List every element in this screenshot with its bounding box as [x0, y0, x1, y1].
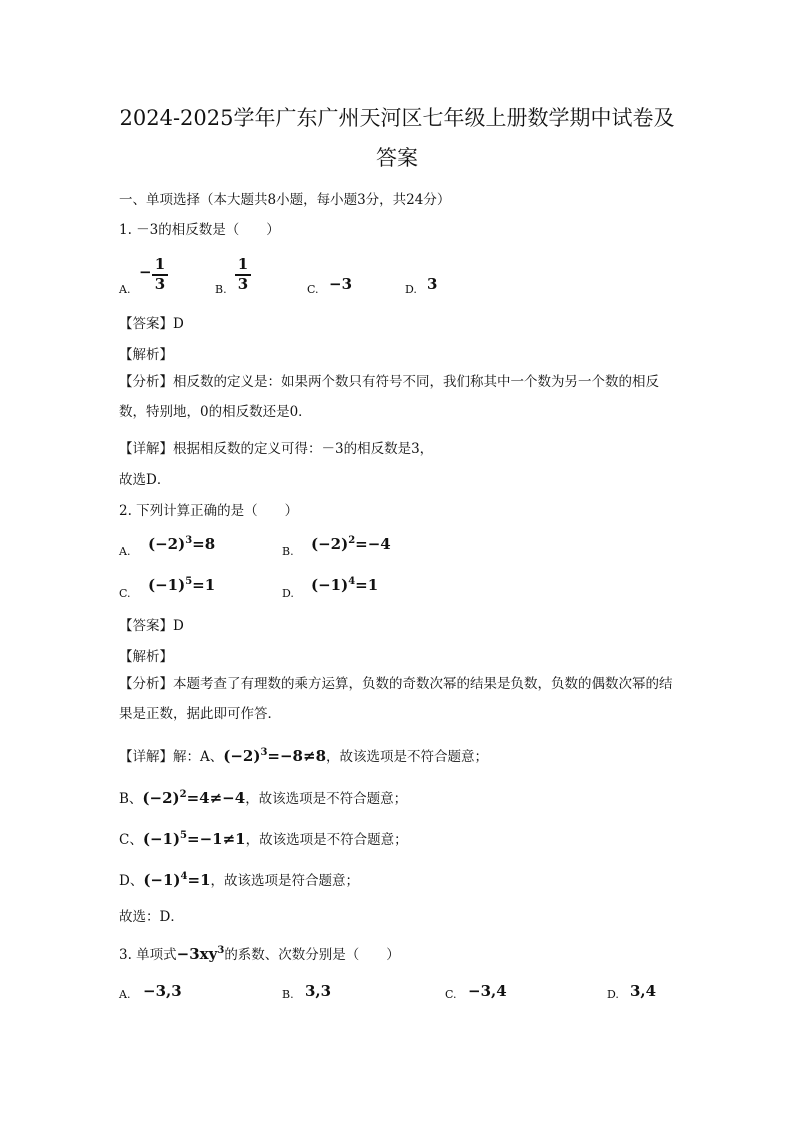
q1-option-c-label: C.	[307, 283, 319, 296]
q1-answer: 【答案】D	[119, 316, 184, 332]
q2-analysis-heading: 【解析】	[119, 649, 173, 665]
q3-option-b-value: 3,3	[305, 982, 332, 1000]
q1-option-c-value: −3	[329, 275, 353, 293]
question-2-stem: 2. 下列计算正确的是（ ）	[119, 503, 299, 519]
q3-option-c-value: −3,4	[468, 982, 507, 1000]
q3-option-d-label: D.	[607, 988, 619, 1001]
q2-detail-b: B、$(-2)^2=4\ne-4$，故该选项是不符合题意；	[119, 789, 408, 807]
q2-option-c-value: $(-1)^5=1$	[148, 576, 216, 594]
q2-option-c-label: C.	[119, 587, 131, 600]
q2-option-a-label: A.	[119, 545, 131, 558]
question-1-stem: 1. －3的相反数是（ ）	[119, 222, 280, 238]
q2-answer: 【答案】D	[119, 618, 184, 634]
page-title: 2024-2025学年广东广州天河区七年级上册数学期中试卷及	[119, 106, 675, 130]
page-title-continued: 答案	[376, 146, 418, 170]
q1-option-d-label: D.	[405, 283, 417, 296]
q1-option-b-label: B.	[215, 283, 227, 296]
q1-analysis-heading: 【解析】	[119, 347, 173, 363]
q2-option-d-value: $(-1)^4=1$	[311, 576, 379, 594]
q2-option-b-value: $(-2)^2=-4$	[311, 535, 391, 553]
q1-option-a-label: A.	[119, 283, 131, 296]
q1-detail: 【详解】根据相反数的定义可得：－3的相反数是3，	[119, 441, 434, 457]
question-3-stem: 3. 单项式$-3xy^3$的系数、次数分别是（ ）	[119, 945, 400, 963]
q2-option-d-label: D.	[282, 587, 294, 600]
q2-choice: 故选：D．	[119, 909, 184, 925]
q3-option-b-label: B.	[282, 988, 294, 1001]
q2-detail-a: 【详解】解：A、$(-2)^3=-8\ne 8$，故该选项是不符合题意；	[119, 747, 489, 765]
q2-analysis: 【分析】本题考查了有理数的乘方运算，负数的奇数次幂的结果是负数，负数的偶数次幂的结果是正数，据此即可作答．	[119, 676, 673, 722]
exam-page: 2024-2025学年广东广州天河区七年级上册数学期中试卷及 答案 一、单项选择（本大题共8小题，每小题3分，共24分） 1. －3的相反数是（ ） A. − 1 3 B. 1 3 C. −3 D. 3 【答案】D 【解析】 【分析】相反数的定义是：如果两个数只有符号不同，我们称其中一个数为另一个数的相反数，特别地，0的相反数还是0． 【详解】根据相反数的定义可得：－3的相反数是3， 故选D． 2. 下列计算正确的是（ ） A. $(-2)^3=8$ B. $(-2)^2=-4$ C. $(-1)^5=1$ D. $(-1)^4=1$ 【答案】D 【解析】 【分析】本题考查了有理数的乘方运算，负数的奇数次幂的结果是负数，负数的偶数次幂的结果是正数，据此即可作答． 【详解】解：A、$(-2)^3=-8\ne 8$，故该选项是不符合题意； B、$(-2)^2=4\ne-4$，故该选项是不符合题意； C、$(-1)^5=-1\ne 1$，故该选项是不符合题意； D、$(-1)^4=1$，故该选项是符合题意； 故选：D． 3. 单项式$-3xy^3$的系数、次数分别是（ ） A. −3,3 B. 3,3 C. −3,4 D. 3,4	[0, 0, 794, 1123]
q3-option-d-value: 3,4	[630, 982, 657, 1000]
section-heading: 一、单项选择（本大题共8小题，每小题3分，共24分）	[119, 192, 451, 208]
q1-option-d-value: 3	[427, 275, 438, 293]
q2-detail-d: D、$(-1)^4=1$，故该选项是符合题意；	[119, 871, 360, 889]
q3-option-c-label: C.	[445, 988, 457, 1001]
q2-option-b-label: B.	[282, 545, 294, 558]
q3-option-a-label: A.	[119, 988, 131, 1001]
q2-detail-c: C、$(-1)^5=-1\ne 1$，故该选项是不符合题意；	[119, 830, 408, 848]
q2-option-a-value: $(-2)^3=8$	[148, 535, 216, 553]
q1-analysis: 【分析】相反数的定义是：如果两个数只有符号不同，我们称其中一个数为另一个数的相反数，特别地，0的相反数还是0．	[119, 374, 659, 420]
q3-option-a-value: −3,3	[143, 982, 182, 1000]
q1-choice: 故选D．	[119, 472, 171, 488]
